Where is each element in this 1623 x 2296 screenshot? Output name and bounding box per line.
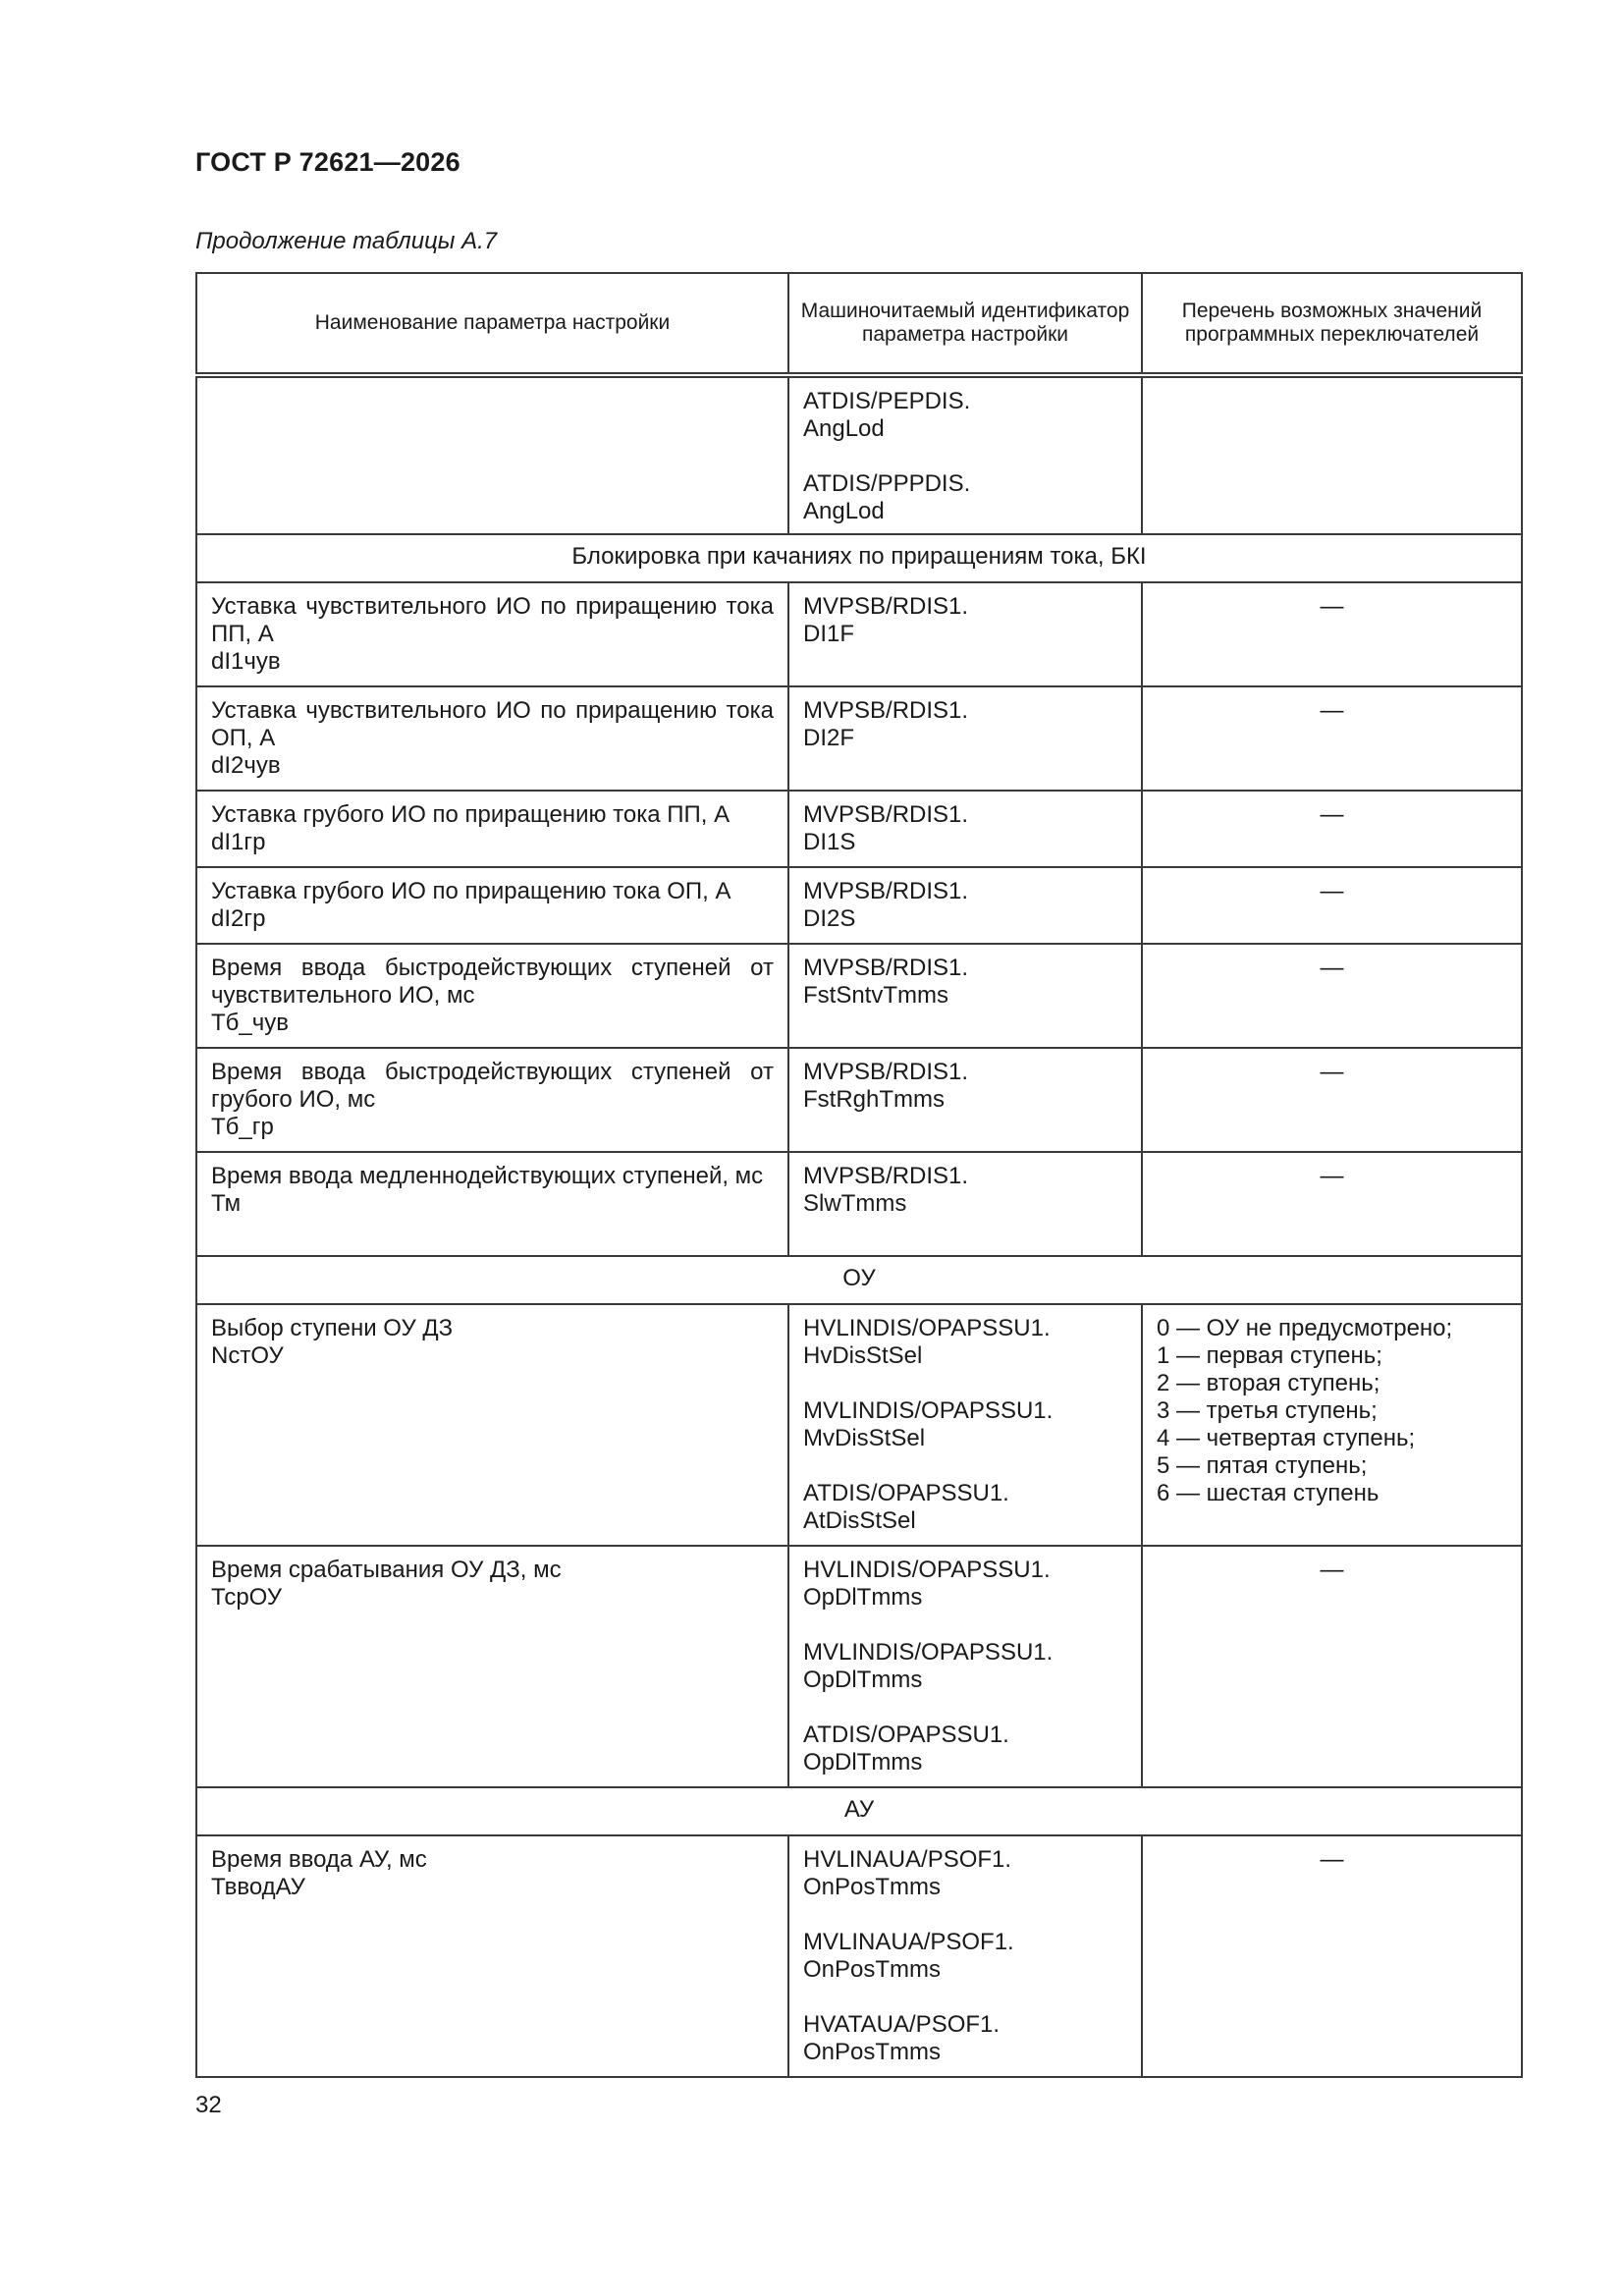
header-identifier: Машиночитаемый идентификатор параметра настройки <box>788 273 1142 375</box>
section-title: АУ <box>196 1787 1522 1835</box>
switch-values-cell <box>1142 1304 1522 1546</box>
switch-values-cell: — <box>1142 582 1522 686</box>
parameter-name-cell <box>196 791 788 867</box>
switch-values-cell: — <box>1142 1835 1522 2077</box>
switch-values-cell <box>1142 375 1522 534</box>
switch-values-cell: — <box>1142 867 1522 944</box>
table-row <box>196 1152 1522 1256</box>
identifier-cell <box>788 791 1142 867</box>
switch-values-cell: — <box>1142 1048 1522 1152</box>
identifier-cell <box>788 582 1142 686</box>
identifier-prefix: ATDIS/OPAPSSU1. <box>803 1480 1009 1506</box>
table-row <box>196 791 1522 867</box>
parameter-symbol: dI2гр <box>211 905 266 932</box>
switch-value-option: 1 — первая ступень; <box>1157 1342 1382 1369</box>
parameter-symbol: Тб_чув <box>211 1010 290 1036</box>
header-parameter-name: Наименование параметра настройки <box>196 273 788 375</box>
identifier-cell <box>788 1304 1142 1546</box>
table-row <box>196 1304 1522 1546</box>
identifier-cell <box>788 1835 1142 2077</box>
parameter-name-cell <box>196 1152 788 1256</box>
identifier-prefix: MVPSB/RDIS1. <box>803 878 969 904</box>
switch-value-option: 6 — шестая ступень <box>1157 1480 1380 1506</box>
table-row <box>196 686 1522 791</box>
identifier-attribute: OnPosTmms <box>803 1874 942 1900</box>
switch-value-option: 2 — вторая ступень; <box>1157 1370 1380 1396</box>
header-switch-values: Перечень возможных значений программных переключателей <box>1142 273 1522 375</box>
identifier-prefix: MVLINDIS/OPAPSSU1. <box>803 1639 1054 1666</box>
identifier-attribute: OpDlTmms <box>803 1749 923 1776</box>
section-row <box>196 1787 1522 1835</box>
identifier-attribute: DI2F <box>803 725 855 751</box>
parameter-name: Время ввода быстродействующих ступеней от грубого ИО, мс <box>211 1059 774 1113</box>
parameter-name-cell <box>196 1048 788 1152</box>
identifier-prefix: ATDIS/PPPDIS. <box>803 470 971 497</box>
switch-value-option: 0 — ОУ не предусмотрено; <box>1157 1315 1453 1341</box>
table-caption: Продолжение таблицы А.7 <box>195 228 498 254</box>
identifier-prefix: ATDIS/PEPDIS. <box>803 388 971 414</box>
section-title: ОУ <box>196 1256 1522 1304</box>
identifier-prefix: HVLINDIS/OPAPSSU1. <box>803 1557 1051 1583</box>
identifier-cell <box>788 1048 1142 1152</box>
parameter-name: Время срабатывания ОУ ДЗ, мс <box>211 1557 562 1583</box>
parameter-name-cell <box>196 1835 788 2077</box>
parameter-name-cell <box>196 1546 788 1787</box>
identifier-cell <box>788 867 1142 944</box>
table-header-row <box>196 273 1522 375</box>
parameter-symbol: ТсрОУ <box>211 1584 283 1611</box>
parameter-name-cell <box>196 375 788 534</box>
identifier-prefix: MVPSB/RDIS1. <box>803 1059 969 1085</box>
table-row <box>196 1835 1522 2077</box>
identifier-attribute: AngLod <box>803 415 885 442</box>
identifier-prefix: MVLINAUA/PSOF1. <box>803 1929 1014 1955</box>
identifier-prefix: MVLINDIS/OPAPSSU1. <box>803 1397 1054 1424</box>
identifier-attribute: OnPosTmms <box>803 2039 942 2065</box>
identifier-attribute: HvDisStSel <box>803 1342 923 1369</box>
parameter-name-cell <box>196 582 788 686</box>
settings-table <box>195 272 1523 2078</box>
table-row <box>196 582 1522 686</box>
table-row <box>196 1546 1522 1787</box>
parameter-symbol: Тб_гр <box>211 1114 274 1140</box>
parameter-symbol: Тм <box>211 1190 242 1217</box>
identifier-attribute: AngLod <box>803 498 885 524</box>
section-title: Блокировка при качаниях по приращениям тока, БКI <box>196 534 1522 582</box>
identifier-prefix: HVATAUA/PSOF1. <box>803 2011 1001 2038</box>
parameter-symbol: NстОУ <box>211 1342 284 1369</box>
identifier-prefix: MVPSB/RDIS1. <box>803 955 969 981</box>
identifier-attribute: DI1F <box>803 621 855 647</box>
identifier-attribute: MvDisStSel <box>803 1425 926 1451</box>
switch-value-option: 4 — четвертая ступень; <box>1157 1425 1416 1451</box>
parameter-name: Время ввода АУ, мс <box>211 1846 427 1873</box>
identifier-prefix: MVPSB/RDIS1. <box>803 801 969 828</box>
parameter-symbol: dI1чув <box>211 648 281 675</box>
parameter-name: Уставка грубого ИО по приращению тока ПП, А <box>211 801 730 828</box>
settings-table-container <box>195 272 1521 2078</box>
identifier-prefix: ATDIS/OPAPSSU1. <box>803 1722 1009 1748</box>
parameter-name-cell <box>196 686 788 791</box>
identifier-prefix: MVPSB/RDIS1. <box>803 1163 969 1189</box>
parameter-symbol: dI2чув <box>211 752 281 779</box>
section-row <box>196 1256 1522 1304</box>
document-header: ГОСТ Р 72621—2026 <box>195 147 460 177</box>
table-row <box>196 944 1522 1048</box>
parameter-name-cell <box>196 1304 788 1546</box>
table-row <box>196 867 1522 944</box>
switch-values-cell: — <box>1142 1152 1522 1256</box>
identifier-attribute: FstRghTmms <box>803 1086 945 1113</box>
identifier-cell <box>788 1546 1142 1787</box>
parameter-name: Время ввода быстродействующих ступеней от чувствительного ИО, мс <box>211 955 774 1009</box>
identifier-attribute: OpDlTmms <box>803 1667 923 1693</box>
switch-value-option: 5 — пятая ступень; <box>1157 1452 1368 1479</box>
parameter-symbol: ТвводАУ <box>211 1874 305 1900</box>
identifier-cell <box>788 1152 1142 1256</box>
identifier-cell <box>788 944 1142 1048</box>
identifier-cell <box>788 375 1142 534</box>
identifier-prefix: HVLINDIS/OPAPSSU1. <box>803 1315 1051 1341</box>
identifier-attribute: DI2S <box>803 905 856 932</box>
identifier-attribute: OnPosTmms <box>803 1956 942 1983</box>
identifier-attribute: AtDisStSel <box>803 1507 916 1534</box>
switch-values-cell: — <box>1142 686 1522 791</box>
identifier-prefix: HVLINAUA/PSOF1. <box>803 1846 1012 1873</box>
parameter-name-cell <box>196 867 788 944</box>
switch-values-cell: — <box>1142 944 1522 1048</box>
identifier-prefix: MVPSB/RDIS1. <box>803 593 969 620</box>
parameter-name-cell <box>196 944 788 1048</box>
identifier-attribute: SlwTmms <box>803 1190 907 1217</box>
parameter-name: Уставка чувствительного ИО по приращению тока ПП, А <box>211 593 774 647</box>
page-number: 32 <box>195 2092 222 2118</box>
parameter-symbol: dI1гр <box>211 829 266 855</box>
switch-value-option: 3 — третья ступень; <box>1157 1397 1378 1424</box>
switch-values-cell: — <box>1142 791 1522 867</box>
parameter-name: Уставка чувствительного ИО по приращению тока ОП, А <box>211 697 774 751</box>
parameter-name: Выбор ступени ОУ ДЗ <box>211 1315 454 1341</box>
identifier-attribute: DI1S <box>803 829 856 855</box>
identifier-attribute: FstSntvTmms <box>803 982 948 1009</box>
identifier-cell <box>788 686 1142 791</box>
identifier-prefix: MVPSB/RDIS1. <box>803 697 969 724</box>
table-row <box>196 375 1522 534</box>
parameter-name: Уставка грубого ИО по приращению тока ОП, А <box>211 878 731 904</box>
switch-values-cell: — <box>1142 1546 1522 1787</box>
identifier-attribute: OpDlTmms <box>803 1584 923 1611</box>
parameter-name: Время ввода медленнодействующих ступеней, мс <box>211 1163 764 1189</box>
section-row <box>196 534 1522 582</box>
table-row <box>196 1048 1522 1152</box>
